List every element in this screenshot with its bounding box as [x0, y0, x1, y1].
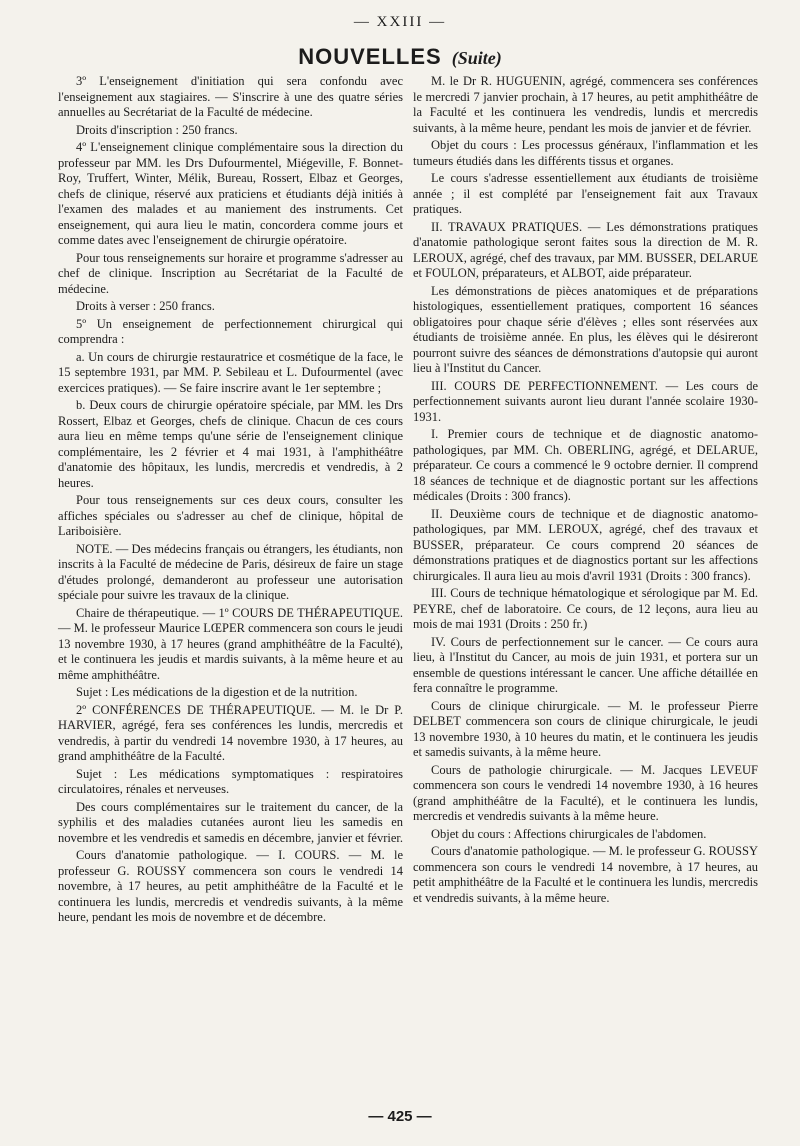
paragraph: M. le Dr R. HUGUENIN, agrégé, commencera ses conférences le mercredi 7 janvier prochain, à 17 heures, au petit amphithéâtre de la Faculté et les continuera les vendredis, lundis et mercredis suivants, à la même heure, pendant les mois de janvier et de février. [413, 74, 758, 135]
paragraph: Pour tous renseignements sur horaire et programme s'adresser au chef de clinique. Inscription au Secrétariat de la Faculté de médecine. [58, 250, 403, 296]
paragraph: II. TRAVAUX PRATIQUES. — Les démonstrations pratiques d'anatomie pathologique seront faites sous la direction de M. R. LEROUX, agrégé, chef des travaux, par MM. BUSSER, DELARUE et FOULON, préparateurs, et ALBOT, aide préparateur. [413, 219, 758, 280]
paragraph: Pour tous renseignements sur ces deux cours, consulter les affiches spéciales ou s'adresser au chef de clinique, hôpital de Lariboisière. [58, 493, 403, 538]
right-column [413, 74, 758, 908]
paragraph: Droits à verser : 250 francs. [76, 299, 215, 313]
section-title [0, 44, 800, 70]
paragraph: 5º Un enseignement de perfectionnement chirurgical qui comprendra : [58, 316, 403, 346]
paragraph: Cours de pathologie chirurgicale. — M. Jacques LEVEUF commencera son cours le vendredi 14 novembre 1930, à 16 heures (grand amphithéâtre de la Faculté), et le continuera les lundis, mercredis et vendredis suivants à la même heure. [413, 762, 758, 823]
paragraph: Objet du cours : Affections chirurgicales de l'abdomen. [431, 826, 707, 841]
paragraph: Le cours s'adresse essentiellement aux étudiants de troisième année ; il est complété par l'enseignement fait aux Travaux pratiques. [413, 171, 758, 216]
paragraph: Cours d'anatomie pathologique. — M. le professeur G. ROUSSY commencera son cours le vendredi 14 novembre, à 17 heures, au petit amphithéâtre de la Faculté et le continuera les lundis, mercredis et vendredis suivants, à la même heure. [413, 844, 758, 905]
paragraph: Droits d'inscription : 250 francs. [76, 122, 238, 137]
paragraph: 3º L'enseignement d'initiation qui sera confondu avec l'enseignement aux stagiaires. — S'inscrire à une des quatre séries annuelles au Secrétariat de la Faculté de médecine. [58, 74, 403, 119]
paragraph: IV. Cours de perfectionnement sur le cancer. — Ce cours aura lieu, à l'Institut du Cancer, au mois de juin 1931, et portera sur un ensemble de questions intéressant le cancer. Une affiche détaillée en fera connaître le programme. [413, 634, 758, 695]
running-header: — XXIII — [353, 14, 447, 30]
paragraph: Des cours complémentaires sur le traitement du cancer, de la syphilis et des maladies cutanées auront lieu les samedis en novembre et les vendredis et samedis en décembre, janvier et février. [58, 799, 403, 845]
title-suite: (Suite) [451, 48, 502, 68]
paragraph: II. Deuxième cours de technique et de diagnostic anatomo-pathologiques, par MM. LEROUX, agrégé, chef des travaux et BUSSER, préparateur. Ce cours comprend 20 séances de démonstrations pratiques et de diagnostics portant sur les affections chirurgicales. Il aura lieu au mois d'avril 1931 (Droits : 300 francs). [413, 506, 758, 583]
paragraph: III. Cours de technique hématologique et sérologique par M. Ed. PEYRE, chef de laboratoire. Ce cours, de 12 leçons, aura lieu au mois de mai 1931 (Droits : 250 fr.) [413, 586, 758, 631]
paragraph: Sujet : Les médications de la digestion et de la nutrition. [76, 685, 358, 699]
paragraph: Chaire de thérapeutique. — 1º COURS DE THÉRAPEUTIQUE. — M. le professeur Maurice LŒPER commencera son cours le jeudi 13 novembre 1930, à 17 heures (grand amphithéâtre de la Faculté), et le continuera les jeudis et mardis suivants, à la même heure et au même amphithéâtre. [58, 605, 403, 682]
paragraph: I. Premier cours de technique et de diagnostic anatomo-pathologiques, par MM. Ch. OBERLING, agrégé, et DELARUE, préparateur. Ce cours a commencé le 9 octobre dernier. Il comprend 18 séances de technique et de diagnostic portant sur les affections médicales (Droits : 300 francs). [413, 427, 758, 503]
paragraph: Cours de clinique chirurgicale. — M. le professeur Pierre DELBET commencera son cours de clinique chirurgicale, le jeudi 13 novembre 1930, à 10 heures du matin, et le continuera les jeudis et samedis suivants, à la même heure. [413, 698, 758, 759]
paragraph: III. COURS DE PERFECTIONNEMENT. — Les cours de perfectionnement suivants auront lieu durant l'année scolaire 1930-1931. [413, 378, 758, 424]
paragraph: Sujet : Les médications symptomatiques : respiratoires circulatoires, rénales et nerveuses. [58, 766, 403, 796]
paragraph: Objet du cours : Les processus généraux, l'inflammation et les tumeurs étudiés dans les différents tissus et organes. [413, 138, 758, 168]
paragraph: a. Un cours de chirurgie restauratrice et cosmétique de la face, le 15 septembre 1931, par MM. P. Sebileau et L. Dufourmentel (avec exercices pratiques). — Se faire inscrire avant le 1er septembre ; [58, 349, 403, 395]
paragraph: NOTE. — Des médecins français ou étrangers, les étudiants, non inscrits à la Faculté de médecine de Paris, désireux de faire un stage d'études prolongé, demanderont au professeur une autorisation spéciale pour suivre les travaux de la clinique. [58, 541, 403, 602]
paragraph: b. Deux cours de chirurgie opératoire spéciale, par MM. les Drs Rossert, Elbaz et Georges, chefs de clinique. Chacun de ces cours aura lieu en même temps qu'une série de l'enseignement clinique complémentaire, les 2 février et 4 mai 1931, à l'amphithéâtre d'anatomie des hôpitaux, les lundis, mercredis et vendredis, à 2 heures. [58, 398, 403, 490]
page-number: — 425 — [368, 1108, 432, 1125]
paragraph: Cours d'anatomie pathologique. — I. COURS. — M. le professeur G. ROUSSY commencera son cours le vendredi 14 novembre, à 17 heures, au petit amphithéâtre de la Faculté et le continuera les lundis, mercredis et vendredis suivants, à la même heure, pendant les mois de novembre et de décembre. [58, 848, 403, 924]
left-column [58, 74, 403, 928]
paragraph: 4º L'enseignement clinique complémentaire sous la direction du professeur par MM. les Drs Dufourmentel, Miégeville, F. Bonnet-Roy, Truffert, Winter, Mélik, Bureau, Rossert, Elbaz et Georges, chefs de clinique, réservé aux praticiens et étudiants déjà initiés à l'examen des malades et au maniement des instruments. Cet enseignement, qui aura lieu le matin, concordera comme jours et comme dates avec l'enseignement de chirurgie opératoire. [58, 140, 403, 247]
paragraph: Les démonstrations de pièces anatomiques et de préparations histologiques, essentiellement pratiques, comportent 16 séances obligatoires pour chaque série d'élèves ; elles sont réservées aux étudiants de troisième année. En plus, les élèves qui le désireront pourront suivre des séances de démonstrations d'autopsie qui auront lieu à l'Institut du Cancer. [413, 283, 758, 375]
title-main: NOUVELLES [298, 44, 442, 69]
paragraph: 2º CONFÉRENCES DE THÉRAPEUTIQUE. — M. le Dr P. HARVIER, agrégé, fera ses conférences les lundis, mercredis et vendredis, à partir du vendredi 14 novembre 1930, à 17 heures, au grand amphithéâtre de la Faculté. [58, 702, 403, 763]
